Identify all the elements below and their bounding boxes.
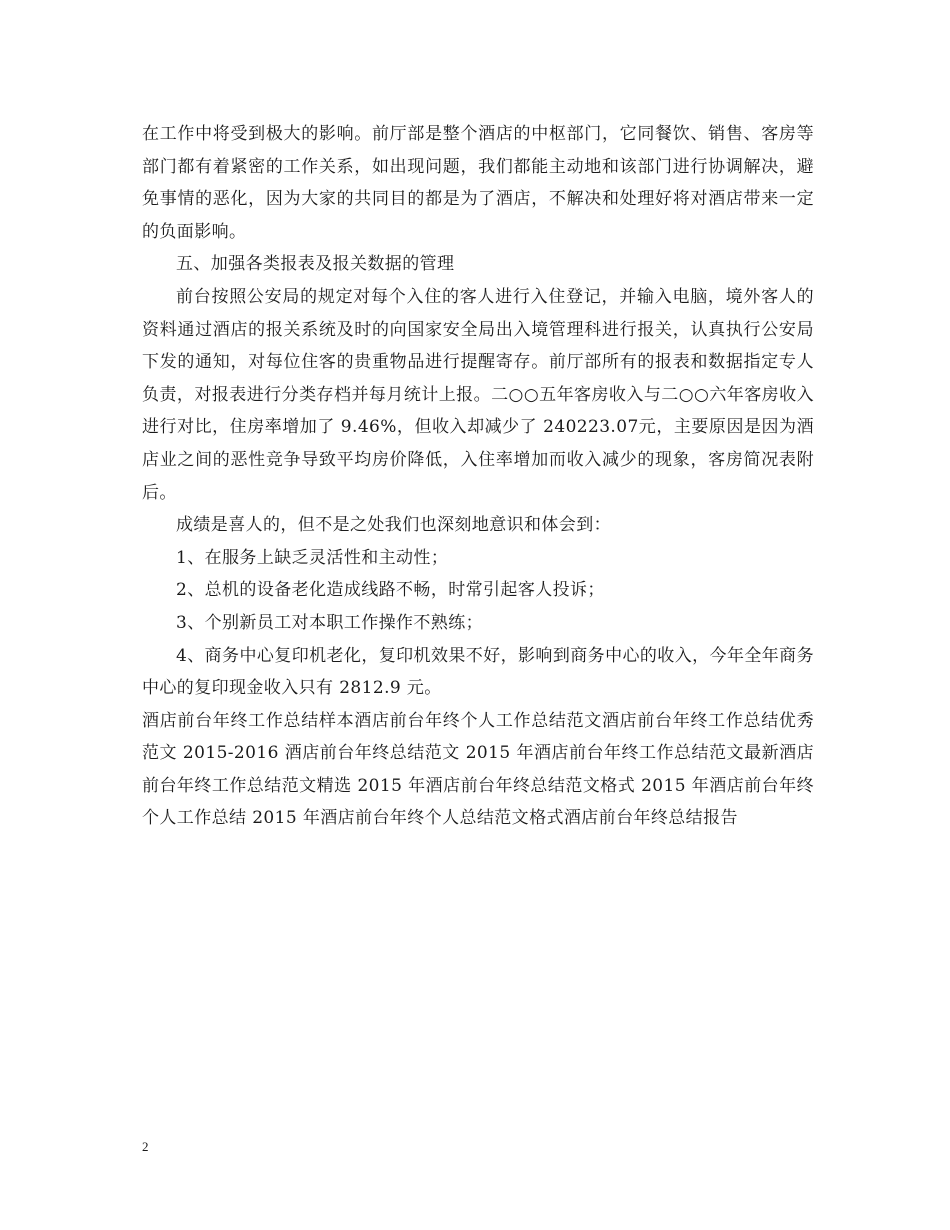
paragraph-reports: 前台按照公安局的规定对每个入住的客人进行入住登记，并输入电脑，境外客人的资料通过酒店的报关系统及时的向国家安全局出入境管理科进行报关，认真执行公安局下发的通知，对每位住客的贵重物品进行提醒寄存。前厅部所有的报表和数据指定专人负责，对报表进行分类存档并每月统计上报。二○○五年客房收入与二○○六年客房收入进行对比，住房率增加了 9.46%，但收入却减少了 240223.07元，主要原因是因为酒店业之间的恶性竞争导致平均房价降低，入住率增加而收入减少的现象，客房简况表附后。 bbox=[142, 286, 814, 503]
list-item-2: 2、总机的设备老化造成线路不畅，时常引起客人投诉； bbox=[176, 580, 605, 601]
page-number: 2 bbox=[142, 1139, 149, 1154]
list-item-4: 4、商务中心复印机老化，复印机效果不好，影响到商务中心的收入，今年全年商务中心的复印现金收入只有 2812.9 元。 bbox=[142, 645, 814, 699]
paragraph-continuation: 在工作中将受到极大的影响。前厅部是整个酒店的中枢部门，它同餐饮、销售、客房等部门都有着紧密的工作关系，如出现问题，我们都能主动地和该部门进行协调解决，避免事情的恶化，因为大家的共同目的都是为了酒店，不解决和处理好将对酒店带来一定的负面影响。 bbox=[142, 124, 814, 242]
list-item-3: 3、个别新员工对本职工作操作不熟练； bbox=[176, 612, 484, 633]
section-heading: 五、加强各类报表及报关数据的管理 bbox=[176, 254, 455, 275]
document-body bbox=[142, 118, 814, 835]
related-articles: 酒店前台年终工作总结样本酒店前台年终个人工作总结范文酒店前台年终工作总结优秀范文 2015-2016 酒店前台年终总结范文 2015 年酒店前台年终工作总结范文最新酒店前台年终工作总结范文精选 2015 年酒店前台年终总结范文格式 2015 年酒店前台年终个人工作总结 2015 年酒店前台年终个人总结范文格式酒店前台年终总结报告 bbox=[142, 710, 814, 829]
list-item-1: 1、在服务上缺乏灵活性和主动性； bbox=[176, 547, 449, 568]
paragraph-shortcomings-intro: 成绩是喜人的，但不是之处我们也深刻地意识和体会到： bbox=[176, 515, 611, 536]
